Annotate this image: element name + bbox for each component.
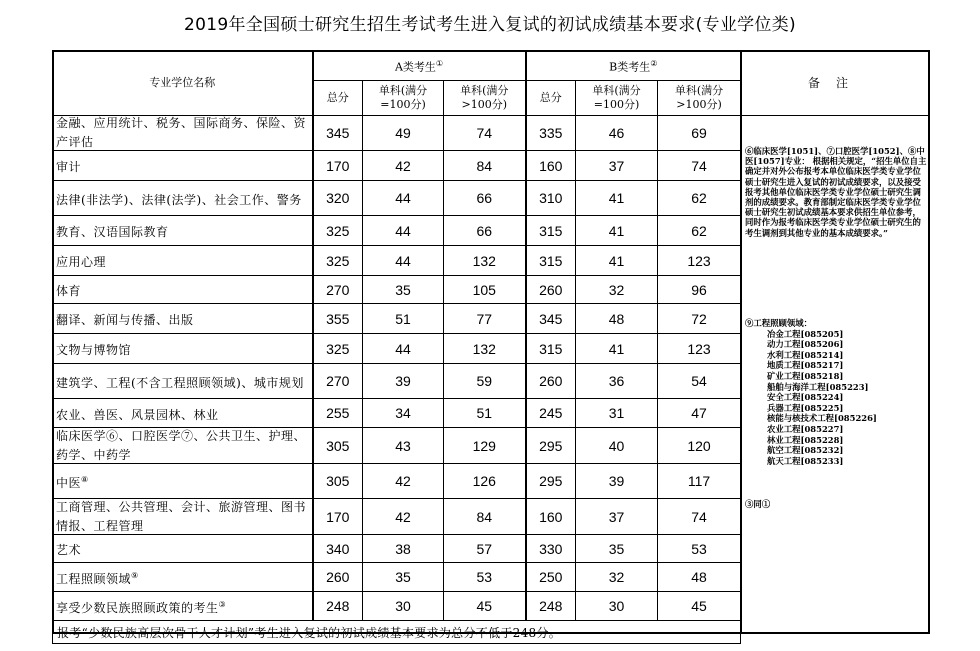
score-cell-a-s100p: 132 bbox=[444, 246, 526, 276]
score-cell-a-s100: 42 bbox=[363, 151, 444, 181]
score-cell-b-total: 315 bbox=[526, 216, 576, 246]
score-cell-a-s100: 44 bbox=[363, 334, 444, 364]
score-cell-a-total: 170 bbox=[313, 151, 363, 181]
major-name-cell: 法律(非法学)、法律(法学)、社会工作、警务 bbox=[53, 181, 313, 216]
score-cell-b-total: 315 bbox=[526, 246, 576, 276]
score-cell-b-s100: 37 bbox=[576, 151, 658, 181]
engineering-field-item: 航空工程[085232] bbox=[767, 445, 844, 456]
score-cell-b-s100p: 48 bbox=[658, 563, 741, 592]
score-cell-a-s100: 42 bbox=[363, 499, 444, 535]
engineering-field-item: 航天工程[085233] bbox=[767, 455, 844, 466]
engineering-field-item: 林业工程[085228] bbox=[767, 434, 844, 445]
major-name-cell: 临床医学⑥、口腔医学⑦、公共卫生、护理、药学、中药学 bbox=[53, 428, 313, 464]
score-cell-a-s100p: 132 bbox=[444, 334, 526, 364]
score-cell-b-s100: 31 bbox=[576, 399, 658, 428]
score-cell-b-s100p: 62 bbox=[658, 216, 741, 246]
score-cell-b-s100p: 117 bbox=[658, 464, 741, 499]
score-cell-b-total: 260 bbox=[526, 364, 576, 399]
score-cell-a-total: 305 bbox=[313, 464, 363, 499]
engineering-field-item: 农业工程[085227] bbox=[767, 423, 844, 434]
score-cell-b-s100p: 74 bbox=[658, 151, 741, 181]
score-cell-a-total: 270 bbox=[313, 364, 363, 399]
major-name-cell: 中医⑧ bbox=[53, 464, 313, 499]
score-cell-b-s100: 46 bbox=[576, 116, 658, 151]
engineering-field-item: 动力工程[085206] bbox=[767, 339, 844, 350]
score-cell-b-s100p: 74 bbox=[658, 499, 741, 535]
score-cell-b-total: 260 bbox=[526, 276, 576, 304]
score-cell-a-s100p: 84 bbox=[444, 499, 526, 535]
engineering-field-item: 地质工程[085217] bbox=[767, 360, 844, 371]
score-cell-a-total: 325 bbox=[313, 246, 363, 276]
b-single100-header: 单科(满分=100分) bbox=[576, 81, 658, 116]
score-cell-a-s100: 42 bbox=[363, 464, 444, 499]
score-cell-a-total: 260 bbox=[313, 563, 363, 592]
score-cell-a-total: 320 bbox=[313, 181, 363, 216]
score-cell-b-total: 295 bbox=[526, 428, 576, 464]
engineering-field-item: 矿业工程[085218] bbox=[767, 370, 844, 381]
score-cell-a-total: 325 bbox=[313, 334, 363, 364]
score-cell-b-total: 248 bbox=[526, 592, 576, 621]
score-cell-b-total: 335 bbox=[526, 116, 576, 151]
score-cell-b-s100p: 120 bbox=[658, 428, 741, 464]
score-cell-a-total: 270 bbox=[313, 276, 363, 304]
major-name-cell: 工商管理、公共管理、会计、旅游管理、图书情报、工程管理 bbox=[53, 499, 313, 535]
score-cell-a-s100: 34 bbox=[363, 399, 444, 428]
score-cell-b-s100p: 54 bbox=[658, 364, 741, 399]
score-cell-b-s100p: 123 bbox=[658, 334, 741, 364]
score-cell-b-total: 245 bbox=[526, 399, 576, 428]
score-cell-b-s100p: 96 bbox=[658, 276, 741, 304]
score-cell-a-total: 340 bbox=[313, 535, 363, 563]
score-cell-b-s100p: 69 bbox=[658, 116, 741, 151]
note-same-as: ③同① bbox=[745, 499, 771, 509]
major-name-cell: 体育 bbox=[53, 276, 313, 304]
score-cell-b-s100: 41 bbox=[576, 216, 658, 246]
major-name-cell: 农业、兽医、风景园林、林业 bbox=[53, 399, 313, 428]
score-cell-a-s100: 39 bbox=[363, 364, 444, 399]
score-cell-a-s100: 51 bbox=[363, 304, 444, 334]
engineering-field-item: 安全工程[085224] bbox=[767, 392, 844, 403]
note-clinical-medicine: ⑥临床医学[1051]、⑦口腔医学[1052]、⑧中医[1057]专业： 根据相关规定，“招生单位自主确定并对外公布报考本单位临床医学类专业学位硕士研究生进入复试的初试成绩要求，以及接受报考其他单位临床医学类专业学位硕士研究生调剂的成绩要求。教育部制定临床医学类专业学位硕士研究生初试成绩基本要求供招生单位参考，同时作为报考临床医学类专业学位硕士研究生的考生调剂到其他专业的基本成绩要求。” bbox=[745, 146, 927, 238]
score-cell-a-s100p: 77 bbox=[444, 304, 526, 334]
score-cell-a-total: 305 bbox=[313, 428, 363, 464]
engineering-field-item: 核能与核技术工程[085226] bbox=[767, 413, 877, 424]
score-cell-a-s100: 44 bbox=[363, 246, 444, 276]
major-name-cell: 翻译、新闻与传播、出版 bbox=[53, 304, 313, 334]
group-a-header: A类考生① bbox=[313, 51, 526, 81]
score-cell-a-s100: 38 bbox=[363, 535, 444, 563]
score-cell-a-s100: 30 bbox=[363, 592, 444, 621]
a-total-header: 总分 bbox=[313, 81, 363, 116]
score-cell-a-s100p: 51 bbox=[444, 399, 526, 428]
score-cell-a-s100: 44 bbox=[363, 181, 444, 216]
major-name-cell: 享受少数民族照顾政策的考生③ bbox=[53, 592, 313, 621]
major-name-cell: 工程照顾领域⑨ bbox=[53, 563, 313, 592]
page-title: 2019年全国硕士研究生招生考试考生进入复试的初试成绩基本要求(专业学位类) bbox=[184, 15, 796, 35]
score-cell-b-s100: 41 bbox=[576, 181, 658, 216]
score-cell-b-total: 315 bbox=[526, 334, 576, 364]
major-name-cell: 文物与博物馆 bbox=[53, 334, 313, 364]
score-cell-b-s100: 35 bbox=[576, 535, 658, 563]
score-cell-a-s100p: 126 bbox=[444, 464, 526, 499]
major-name-cell: 审计 bbox=[53, 151, 313, 181]
score-cell-b-s100: 30 bbox=[576, 592, 658, 621]
b-total-header: 总分 bbox=[526, 81, 576, 116]
notes-header: 备注 bbox=[742, 50, 930, 116]
score-cell-b-s100: 48 bbox=[576, 304, 658, 334]
score-cell-a-s100p: 45 bbox=[444, 592, 526, 621]
score-cell-a-total: 170 bbox=[313, 499, 363, 535]
score-cell-b-s100: 41 bbox=[576, 334, 658, 364]
score-cell-b-s100: 37 bbox=[576, 499, 658, 535]
major-name-cell: 艺术 bbox=[53, 535, 313, 563]
score-cell-a-s100: 43 bbox=[363, 428, 444, 464]
score-cell-a-s100p: 59 bbox=[444, 364, 526, 399]
score-cell-a-s100p: 66 bbox=[444, 181, 526, 216]
score-cell-b-s100p: 53 bbox=[658, 535, 741, 563]
major-name-cell: 教育、汉语国际教育 bbox=[53, 216, 313, 246]
score-cell-b-s100: 39 bbox=[576, 464, 658, 499]
score-cell-a-total: 345 bbox=[313, 116, 363, 151]
score-cell-a-s100: 35 bbox=[363, 276, 444, 304]
score-cell-b-s100p: 47 bbox=[658, 399, 741, 428]
score-cell-b-total: 250 bbox=[526, 563, 576, 592]
score-cell-b-total: 345 bbox=[526, 304, 576, 334]
score-cell-b-total: 330 bbox=[526, 535, 576, 563]
score-cell-b-s100p: 72 bbox=[658, 304, 741, 334]
engineering-field-item: 兵器工程[085225] bbox=[767, 402, 844, 413]
score-cell-a-total: 248 bbox=[313, 592, 363, 621]
score-cell-a-s100p: 129 bbox=[444, 428, 526, 464]
score-cell-b-total: 160 bbox=[526, 499, 576, 535]
footnote: 报考“少数民族高层次骨干人才计划”考生进入复试的初试成绩基本要求为总分不低于248分。 bbox=[53, 621, 741, 644]
score-cell-b-s100p: 45 bbox=[658, 592, 741, 621]
score-cell-a-s100p: 53 bbox=[444, 563, 526, 592]
score-cell-b-s100p: 62 bbox=[658, 181, 741, 216]
a-single100plus-header: 单科(满分>100分) bbox=[444, 81, 526, 116]
score-cell-b-s100: 40 bbox=[576, 428, 658, 464]
score-cell-a-s100p: 66 bbox=[444, 216, 526, 246]
score-cell-a-s100p: 74 bbox=[444, 116, 526, 151]
score-cell-b-s100: 32 bbox=[576, 276, 658, 304]
b-single100plus-header: 单科(满分>100分) bbox=[658, 81, 741, 116]
a-single100-header: 单科(满分=100分) bbox=[363, 81, 444, 116]
score-cell-a-s100: 44 bbox=[363, 216, 444, 246]
group-b-header: B类考生② bbox=[526, 51, 741, 81]
major-name-cell: 应用心理 bbox=[53, 246, 313, 276]
score-cell-a-s100p: 84 bbox=[444, 151, 526, 181]
score-cell-a-total: 325 bbox=[313, 216, 363, 246]
score-cell-b-s100: 32 bbox=[576, 563, 658, 592]
engineering-field-item: 冶金工程[085205] bbox=[767, 328, 844, 339]
table-frame bbox=[52, 50, 930, 634]
score-cell-a-s100: 35 bbox=[363, 563, 444, 592]
major-name-cell: 建筑学、工程(不含工程照顾领域)、城市规划 bbox=[53, 364, 313, 399]
score-cell-a-s100p: 105 bbox=[444, 276, 526, 304]
score-cell-b-total: 160 bbox=[526, 151, 576, 181]
score-cell-b-total: 310 bbox=[526, 181, 576, 216]
score-cell-a-s100: 49 bbox=[363, 116, 444, 151]
major-name-header: 专业学位名称 bbox=[53, 51, 313, 116]
score-cell-b-s100: 41 bbox=[576, 246, 658, 276]
major-name-cell: 金融、应用统计、税务、国际商务、保险、资产评估 bbox=[53, 116, 313, 151]
note-engineering-title: ⑨工程照顾领域： bbox=[745, 318, 812, 328]
score-cell-b-total: 295 bbox=[526, 464, 576, 499]
score-cell-b-s100p: 123 bbox=[658, 246, 741, 276]
score-cell-a-s100p: 57 bbox=[444, 535, 526, 563]
score-cell-b-s100: 36 bbox=[576, 364, 658, 399]
score-cell-a-total: 355 bbox=[313, 304, 363, 334]
engineering-field-item: 水利工程[085214] bbox=[767, 349, 844, 360]
engineering-field-item: 船舶与海洋工程[085223] bbox=[767, 381, 869, 392]
score-cell-a-total: 255 bbox=[313, 399, 363, 428]
